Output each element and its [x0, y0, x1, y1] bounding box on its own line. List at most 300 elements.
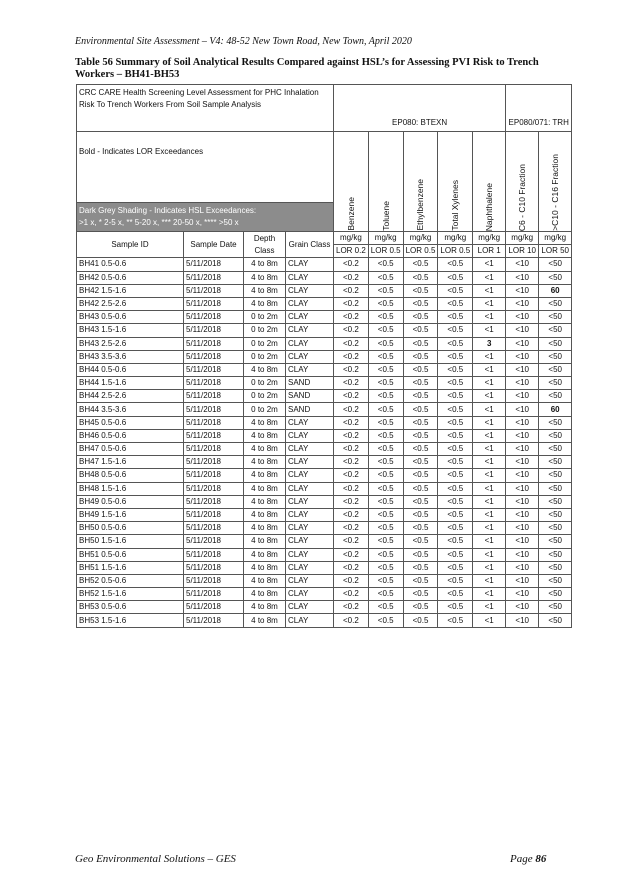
grain-class-cell: CLAY: [286, 495, 334, 508]
result-cell: <0.5: [403, 522, 438, 535]
depth-class-cell: 4 to 8m: [244, 363, 286, 376]
sample-id-cell: BH49 0.5-0.6: [77, 495, 184, 508]
result-cell: <0.5: [438, 561, 473, 574]
result-cell: <10: [506, 363, 539, 376]
sample-date-cell: 5/11/2018: [184, 311, 244, 324]
col-header-sample-date: Sample Date: [184, 232, 244, 258]
result-cell: <1: [473, 561, 506, 574]
grain-class-cell: CLAY: [286, 469, 334, 482]
result-cell: <10: [506, 297, 539, 310]
sample-date-cell: 5/11/2018: [184, 574, 244, 587]
crc-care-title: CRC CARE Health Screening Level Assessment for PHC Inhalation Risk To Trench Workers From Soil Sample Analysis: [77, 85, 334, 132]
depth-class-cell: 4 to 8m: [244, 297, 286, 310]
result-cell: <50: [539, 614, 572, 627]
depth-class-cell: 0 to 2m: [244, 324, 286, 337]
result-cell: <50: [539, 377, 572, 390]
depth-class-cell: 4 to 8m: [244, 469, 286, 482]
result-cell: <0.5: [438, 443, 473, 456]
result-cell: <1: [473, 482, 506, 495]
result-cell: <10: [506, 258, 539, 271]
result-cell: 60: [539, 284, 572, 297]
result-cell: <0.2: [334, 377, 369, 390]
sample-date-cell: 5/11/2018: [184, 456, 244, 469]
sample-id-cell: BH44 1.5-1.6: [77, 377, 184, 390]
unit-cell: mg/kg: [506, 232, 539, 245]
grain-class-cell: SAND: [286, 403, 334, 416]
result-cell: <10: [506, 350, 539, 363]
sample-date-cell: 5/11/2018: [184, 284, 244, 297]
sample-id-cell: BH53 0.5-0.6: [77, 601, 184, 614]
result-cell: <0.5: [403, 443, 438, 456]
analyte-header-ethylbenzene: Ethylbenzene: [403, 132, 438, 232]
result-cell: <0.5: [368, 482, 403, 495]
result-cell: <10: [506, 429, 539, 442]
grain-class-cell: CLAY: [286, 271, 334, 284]
result-cell: <0.5: [368, 495, 403, 508]
result-cell: <0.2: [334, 522, 369, 535]
result-cell: <1: [473, 284, 506, 297]
result-cell: <0.5: [368, 297, 403, 310]
table-row: [77, 601, 572, 614]
unit-cell: mg/kg: [334, 232, 369, 245]
lor-cell: LOR 0.2: [334, 245, 369, 258]
result-cell: <1: [473, 416, 506, 429]
result-cell: <0.5: [403, 337, 438, 350]
result-cell: <10: [506, 588, 539, 601]
result-cell: <0.5: [403, 548, 438, 561]
grain-class-cell: CLAY: [286, 284, 334, 297]
result-cell: <0.5: [438, 324, 473, 337]
result-cell: <0.5: [403, 508, 438, 521]
table-row: [77, 443, 572, 456]
hsl-note-line1: Dark Grey Shading - Indicates HSL Exceedances:: [79, 206, 257, 215]
result-cell: <1: [473, 390, 506, 403]
result-cell: <0.5: [403, 561, 438, 574]
soil-results-table: [76, 84, 572, 628]
result-cell: <0.5: [368, 377, 403, 390]
table-row: [77, 258, 572, 271]
sample-date-cell: 5/11/2018: [184, 390, 244, 403]
grain-class-cell: CLAY: [286, 363, 334, 376]
result-cell: <0.5: [368, 614, 403, 627]
sample-id-cell: BH43 1.5-1.6: [77, 324, 184, 337]
result-cell: <50: [539, 443, 572, 456]
page-number: 86: [535, 853, 547, 865]
result-cell: <1: [473, 535, 506, 548]
sample-id-cell: BH43 0.5-0.6: [77, 311, 184, 324]
result-cell: <10: [506, 495, 539, 508]
result-cell: <0.5: [368, 337, 403, 350]
analyte-header-total-xylenes: Total Xylenes: [438, 132, 473, 232]
sample-date-cell: 5/11/2018: [184, 548, 244, 561]
sample-id-cell: BH43 3.5-3.6: [77, 350, 184, 363]
result-cell: <10: [506, 614, 539, 627]
result-cell: <10: [506, 390, 539, 403]
result-cell: <1: [473, 311, 506, 324]
result-cell: <0.5: [438, 588, 473, 601]
result-cell: <1: [473, 456, 506, 469]
depth-class-cell: 0 to 2m: [244, 311, 286, 324]
result-cell: <1: [473, 522, 506, 535]
result-cell: <50: [539, 297, 572, 310]
result-cell: <0.5: [438, 508, 473, 521]
result-cell: <10: [506, 535, 539, 548]
result-cell: <1: [473, 508, 506, 521]
result-cell: <0.2: [334, 482, 369, 495]
result-cell: <0.5: [438, 456, 473, 469]
result-cell: <50: [539, 561, 572, 574]
sample-id-cell: BH52 0.5-0.6: [77, 574, 184, 587]
table-row: [77, 284, 572, 297]
result-cell: <1: [473, 297, 506, 310]
depth-class-cell: 4 to 8m: [244, 443, 286, 456]
result-cell: <0.5: [403, 271, 438, 284]
result-cell: <50: [539, 258, 572, 271]
analyte-header-benzene: Benzene: [334, 132, 369, 232]
lor-cell: LOR 50: [539, 245, 572, 258]
result-cell: <0.5: [438, 548, 473, 561]
result-cell: <0.5: [403, 535, 438, 548]
grain-class-cell: SAND: [286, 390, 334, 403]
result-cell: <1: [473, 403, 506, 416]
grain-class-cell: CLAY: [286, 324, 334, 337]
depth-class-cell: 4 to 8m: [244, 522, 286, 535]
analyte-header-naphthalene: Naphthalene: [473, 132, 506, 232]
depth-class-cell: 4 to 8m: [244, 508, 286, 521]
table-row: [77, 337, 572, 350]
grain-class-cell: CLAY: [286, 258, 334, 271]
result-cell: <10: [506, 416, 539, 429]
result-cell: <0.2: [334, 324, 369, 337]
sample-id-cell: BH44 2.5-2.6: [77, 390, 184, 403]
table-row: [77, 561, 572, 574]
table-row: [77, 363, 572, 376]
unit-cell: mg/kg: [368, 232, 403, 245]
result-cell: <0.5: [403, 297, 438, 310]
footer-company: Geo Environmental Solutions – GES: [75, 853, 236, 865]
unit-cell: mg/kg: [473, 232, 506, 245]
result-cell: <0.5: [403, 350, 438, 363]
result-cell: <10: [506, 561, 539, 574]
sample-id-cell: BH42 1.5-1.6: [77, 284, 184, 297]
sample-date-cell: 5/11/2018: [184, 258, 244, 271]
sample-id-cell: BH51 0.5-0.6: [77, 548, 184, 561]
result-cell: <0.5: [368, 429, 403, 442]
result-cell: <50: [539, 482, 572, 495]
result-cell: <0.5: [438, 614, 473, 627]
grain-class-cell: CLAY: [286, 350, 334, 363]
analyte-header-c10-c16: >C10 - C16 Fraction: [539, 132, 572, 232]
result-cell: <0.2: [334, 574, 369, 587]
depth-class-cell: 0 to 2m: [244, 377, 286, 390]
sample-date-cell: 5/11/2018: [184, 508, 244, 521]
hsl-note-line2: >1 x, * 2-5 x, ** 5-20 x, *** 20-50 x, **** >50 x: [79, 218, 239, 227]
result-cell: <50: [539, 508, 572, 521]
result-cell: <0.5: [438, 350, 473, 363]
grain-class-cell: CLAY: [286, 311, 334, 324]
result-cell: <0.5: [438, 403, 473, 416]
grain-class-cell: CLAY: [286, 337, 334, 350]
result-cell: <10: [506, 443, 539, 456]
result-cell: <0.5: [438, 495, 473, 508]
result-cell: <0.5: [368, 271, 403, 284]
unit-cell: mg/kg: [438, 232, 473, 245]
table-row: [77, 377, 572, 390]
result-cell: <10: [506, 469, 539, 482]
result-cell: <0.5: [368, 416, 403, 429]
grain-class-cell: CLAY: [286, 548, 334, 561]
result-cell: <50: [539, 588, 572, 601]
depth-class-cell: 4 to 8m: [244, 456, 286, 469]
depth-class-cell: 4 to 8m: [244, 614, 286, 627]
result-cell: <0.5: [403, 377, 438, 390]
result-cell: <0.5: [368, 469, 403, 482]
result-cell: <0.2: [334, 311, 369, 324]
result-cell: <0.5: [403, 601, 438, 614]
unit-cell: mg/kg: [539, 232, 572, 245]
result-cell: <0.5: [403, 416, 438, 429]
result-cell: <0.2: [334, 416, 369, 429]
result-cell: <0.5: [368, 390, 403, 403]
document-header: Environmental Site Assessment – V4: 48-52 New Town Road, New Town, April 2020: [75, 36, 412, 47]
result-cell: <50: [539, 337, 572, 350]
sample-date-cell: 5/11/2018: [184, 522, 244, 535]
result-cell: <10: [506, 574, 539, 587]
sample-date-cell: 5/11/2018: [184, 377, 244, 390]
result-cell: <50: [539, 363, 572, 376]
sample-date-cell: 5/11/2018: [184, 482, 244, 495]
result-cell: <0.2: [334, 588, 369, 601]
sample-date-cell: 5/11/2018: [184, 350, 244, 363]
result-cell: <0.5: [438, 258, 473, 271]
table-row: [77, 390, 572, 403]
result-cell: <0.5: [403, 574, 438, 587]
depth-class-cell: 4 to 8m: [244, 535, 286, 548]
result-cell: <10: [506, 548, 539, 561]
result-cell: <10: [506, 271, 539, 284]
depth-class-cell: 4 to 8m: [244, 429, 286, 442]
result-cell: <10: [506, 456, 539, 469]
lor-cell: LOR 0.5: [368, 245, 403, 258]
result-cell: <0.2: [334, 495, 369, 508]
table-row: [77, 495, 572, 508]
sample-id-cell: BH48 0.5-0.6: [77, 469, 184, 482]
depth-class-cell: 4 to 8m: [244, 561, 286, 574]
result-cell: <0.5: [368, 561, 403, 574]
grain-class-cell: CLAY: [286, 416, 334, 429]
result-cell: <0.5: [438, 271, 473, 284]
result-cell: <0.5: [403, 311, 438, 324]
result-cell: <10: [506, 482, 539, 495]
result-cell: <0.5: [438, 284, 473, 297]
table-row: [77, 469, 572, 482]
result-cell: <10: [506, 522, 539, 535]
table-row: [77, 297, 572, 310]
result-cell: <0.5: [368, 548, 403, 561]
result-cell: <0.2: [334, 535, 369, 548]
sample-date-cell: 5/11/2018: [184, 495, 244, 508]
sample-date-cell: 5/11/2018: [184, 443, 244, 456]
sample-id-cell: BH50 0.5-0.6: [77, 522, 184, 535]
result-cell: <0.5: [368, 508, 403, 521]
sample-id-cell: BH45 0.5-0.6: [77, 416, 184, 429]
result-cell: <0.5: [438, 363, 473, 376]
result-cell: <0.2: [334, 271, 369, 284]
result-cell: <10: [506, 601, 539, 614]
table-row: [77, 535, 572, 548]
table-row: [77, 614, 572, 627]
result-cell: <50: [539, 548, 572, 561]
result-cell: <1: [473, 324, 506, 337]
result-cell: <0.5: [368, 284, 403, 297]
result-cell: <0.2: [334, 456, 369, 469]
result-cell: <10: [506, 403, 539, 416]
table-row: [77, 482, 572, 495]
result-cell: <50: [539, 522, 572, 535]
col-header-grain-class: Grain Class: [286, 232, 334, 258]
sample-date-cell: 5/11/2018: [184, 403, 244, 416]
result-cell: <0.5: [368, 588, 403, 601]
depth-class-cell: 4 to 8m: [244, 495, 286, 508]
lor-cell: LOR 0.5: [403, 245, 438, 258]
result-cell: <0.5: [438, 311, 473, 324]
result-cell: <0.2: [334, 350, 369, 363]
lor-cell: LOR 0.5: [438, 245, 473, 258]
table-row: [77, 403, 572, 416]
grain-class-cell: CLAY: [286, 522, 334, 535]
result-cell: <0.5: [368, 535, 403, 548]
result-cell: 3: [473, 337, 506, 350]
result-cell: <0.2: [334, 284, 369, 297]
sample-date-cell: 5/11/2018: [184, 469, 244, 482]
depth-class-cell: 4 to 8m: [244, 258, 286, 271]
result-cell: <0.2: [334, 614, 369, 627]
sample-id-cell: BH41 0.5-0.6: [77, 258, 184, 271]
table-row: [77, 548, 572, 561]
table-row: [77, 416, 572, 429]
result-cell: <1: [473, 443, 506, 456]
lor-cell: LOR 1: [473, 245, 506, 258]
result-cell: <0.2: [334, 561, 369, 574]
depth-class-cell: 4 to 8m: [244, 588, 286, 601]
sample-id-cell: BH53 1.5-1.6: [77, 614, 184, 627]
result-cell: <0.2: [334, 469, 369, 482]
result-cell: <10: [506, 377, 539, 390]
result-cell: <0.5: [403, 588, 438, 601]
grain-class-cell: SAND: [286, 377, 334, 390]
result-cell: <0.5: [368, 601, 403, 614]
depth-class-cell: 4 to 8m: [244, 284, 286, 297]
sample-id-cell: BH49 1.5-1.6: [77, 508, 184, 521]
table-row: [77, 588, 572, 601]
result-cell: <1: [473, 271, 506, 284]
sample-id-cell: BH50 1.5-1.6: [77, 535, 184, 548]
sample-date-cell: 5/11/2018: [184, 535, 244, 548]
sample-id-cell: BH48 1.5-1.6: [77, 482, 184, 495]
table-row: [77, 324, 572, 337]
result-cell: <0.2: [334, 508, 369, 521]
lor-exceedance-note: Bold - Indicates LOR Exceedances: [77, 132, 334, 203]
table-row: [77, 429, 572, 442]
table-row: [77, 456, 572, 469]
result-cell: <0.5: [403, 456, 438, 469]
result-cell: <0.5: [438, 574, 473, 587]
result-cell: <10: [506, 324, 539, 337]
sample-date-cell: 5/11/2018: [184, 614, 244, 627]
sample-date-cell: 5/11/2018: [184, 324, 244, 337]
result-cell: <1: [473, 614, 506, 627]
analyte-header-c6-c10: C6 - C10 Fraction: [506, 132, 539, 232]
result-cell: <0.5: [368, 324, 403, 337]
table-row: [77, 508, 572, 521]
result-cell: <0.5: [438, 377, 473, 390]
result-cell: <0.5: [403, 482, 438, 495]
result-cell: <0.5: [403, 258, 438, 271]
sample-id-cell: BH42 2.5-2.6: [77, 297, 184, 310]
sample-date-cell: 5/11/2018: [184, 561, 244, 574]
result-cell: <0.5: [368, 363, 403, 376]
result-cell: <1: [473, 548, 506, 561]
result-cell: <50: [539, 429, 572, 442]
grain-class-cell: CLAY: [286, 508, 334, 521]
result-cell: <10: [506, 311, 539, 324]
table-row: [77, 522, 572, 535]
result-cell: <0.5: [438, 535, 473, 548]
result-cell: <0.5: [438, 429, 473, 442]
result-cell: <0.5: [438, 297, 473, 310]
depth-class-cell: 4 to 8m: [244, 482, 286, 495]
result-cell: <0.2: [334, 548, 369, 561]
unit-cell: mg/kg: [403, 232, 438, 245]
result-cell: <0.5: [368, 456, 403, 469]
sample-id-cell: BH47 0.5-0.6: [77, 443, 184, 456]
result-cell: <0.5: [438, 390, 473, 403]
sample-date-cell: 5/11/2018: [184, 363, 244, 376]
result-cell: <0.5: [368, 403, 403, 416]
result-cell: <0.2: [334, 601, 369, 614]
sample-id-cell: BH47 1.5-1.6: [77, 456, 184, 469]
sample-id-cell: BH42 0.5-0.6: [77, 271, 184, 284]
col-header-depth-class: Depth Class: [244, 232, 286, 258]
sample-id-cell: BH44 3.5-3.6: [77, 403, 184, 416]
result-cell: <0.2: [334, 443, 369, 456]
result-cell: <0.5: [403, 324, 438, 337]
grain-class-cell: CLAY: [286, 482, 334, 495]
result-cell: <0.2: [334, 337, 369, 350]
result-cell: <0.2: [334, 390, 369, 403]
result-cell: <0.5: [368, 258, 403, 271]
result-cell: 60: [539, 403, 572, 416]
depth-class-cell: 4 to 8m: [244, 416, 286, 429]
result-cell: <10: [506, 508, 539, 521]
result-cell: <0.5: [368, 522, 403, 535]
result-cell: <0.5: [403, 390, 438, 403]
table-row: [77, 350, 572, 363]
results-body: [77, 258, 572, 627]
result-cell: <0.5: [368, 350, 403, 363]
result-cell: <0.5: [438, 482, 473, 495]
grain-class-cell: CLAY: [286, 443, 334, 456]
result-cell: <1: [473, 601, 506, 614]
result-cell: <50: [539, 495, 572, 508]
hsl-exceedance-note: [77, 203, 334, 232]
footer-page: [510, 853, 546, 865]
result-cell: <0.5: [403, 284, 438, 297]
grain-class-cell: CLAY: [286, 601, 334, 614]
result-cell: <1: [473, 588, 506, 601]
sample-id-cell: BH44 0.5-0.6: [77, 363, 184, 376]
result-cell: <0.2: [334, 258, 369, 271]
